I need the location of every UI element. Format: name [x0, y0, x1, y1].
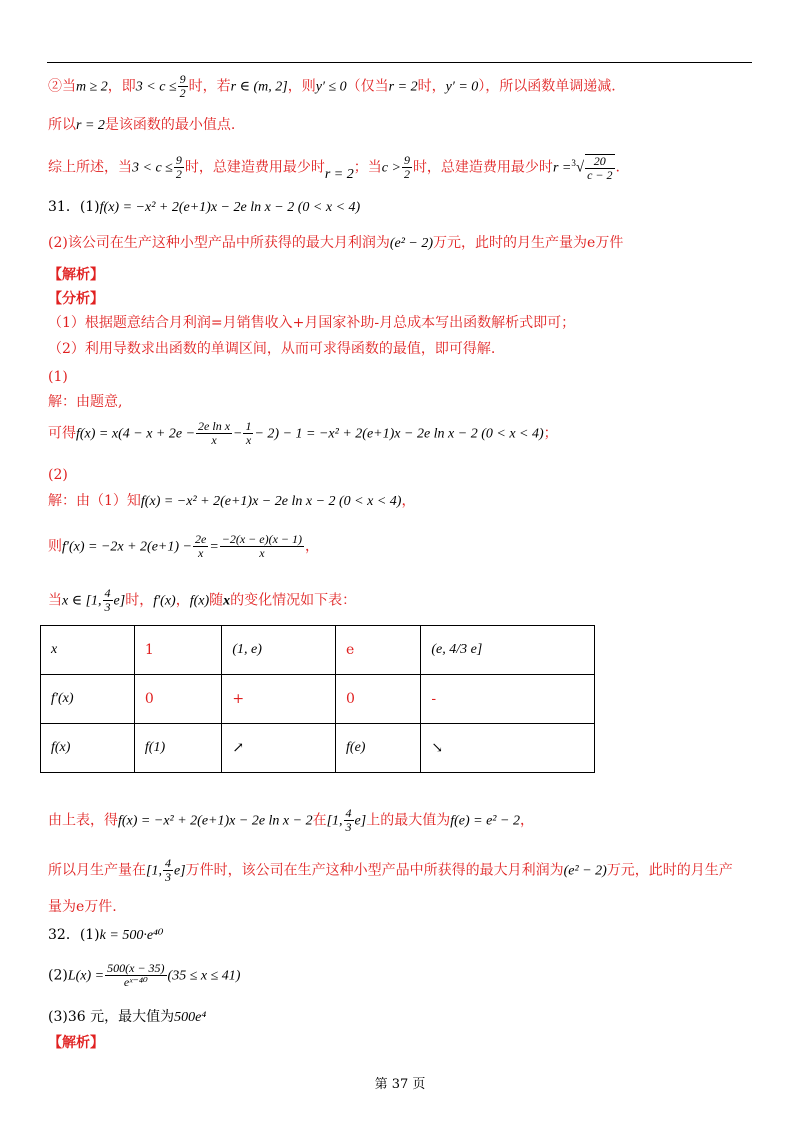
part1-label: (1) — [48, 369, 68, 385]
fraction: $\frac{9}{2}$ — [179, 72, 186, 100]
q32-part3-answer: (3)36 元，最大值为500e⁴ — [48, 1009, 207, 1025]
part1-formula: 可得f(x) = x(4 − x + 2e − $\frac{\text{2e ln x}}{x}$ − $\frac{1}{x}$ − 2) − 1 = −x² + 2(e+1)x − 2e ln x − 2 (0 < x < 4)； — [48, 419, 558, 447]
table-cell: + — [222, 675, 336, 724]
table-row — [41, 626, 595, 675]
part1-intro: 解：由题意, — [48, 394, 123, 410]
jiexi-heading: 【解析】 — [48, 267, 104, 283]
part2-label: (2) — [48, 467, 68, 483]
table-row — [41, 724, 595, 773]
table-cell: (e, 4/3 e] — [421, 626, 595, 675]
conclusion-line2: 所以月生产量在[1, $\frac{4}{3}$ e]万件时，该公司在生产这种小型产品中所获得的最大月利润为(e² − 2)万元，此时的月生产 — [48, 856, 733, 884]
case-2-line: ②当m ≥ 2，即3 < c ≤ $\frac{9}{2}$ 时，若r ∈ (m, 2]，则y′ ≤ 0（仅当r = 2时，y′ = 0），所以函数单调递减. — [48, 72, 616, 100]
table-cell: f(x) — [41, 724, 135, 773]
decreasing-arrow: ↘ — [421, 724, 595, 773]
conclusion-line1: 由上表，得f(x) = −x² + 2(e+1)x − 2e ln x − 2在[1, $\frac{4}{3}$ e]上的最大值为f(e) = e² − 2， — [48, 806, 534, 834]
table-row — [41, 675, 595, 724]
table-cell: 0 — [134, 675, 222, 724]
table-cell: e — [336, 626, 421, 675]
table-cell: 1 — [134, 626, 222, 675]
radical-sign: √ — [575, 159, 585, 176]
table-cell: (1, e) — [222, 626, 336, 675]
jiexi-heading-2: 【解析】 — [48, 1035, 104, 1051]
fenxi-heading: 【分析】 — [48, 291, 104, 307]
table-intro: 当x ∈ [1, $\frac{4}{3}$ e]时，f′(x)，f(x)随x的变化情况如下表： — [48, 586, 357, 614]
analysis-step1: （1）根据题意结合月利润=月销售收入+月国家补助-月总成本写出函数解析式即可； — [48, 315, 576, 331]
conclusion-line3: 量为e万件. — [48, 899, 117, 915]
analysis-step2: （2）利用导数求出函数的单调区间，从而可求得函数的最值，即可得解. — [48, 341, 496, 357]
table-cell: f(e) — [336, 724, 421, 773]
min-point-line: 所以r = 2是该函数的最小值点. — [48, 117, 236, 133]
table-cell: - — [421, 675, 595, 724]
q31-part2-answer: (2)该公司在生产这种小型产品中所获得的最大月利润为(e² − 2)万元，此时的月生产量为e万件 — [48, 235, 624, 251]
header-rule — [47, 62, 752, 63]
table-cell: f(1) — [134, 724, 222, 773]
table-cell: 0 — [336, 675, 421, 724]
summary-line: 综上所述，当3 < c ≤ $\frac{9}{2}$ 时，总建造费用最少时r = 2；当c > $\frac{9}{2}$ 时，总建造费用最少时r =$^3$√ $\frac{20}{c - 2}$ . — [48, 153, 620, 182]
table-cell: x — [41, 626, 135, 675]
q32-part2-answer: (2)L(x) = $\frac{500(x - 35)}{\text{eˣ⁻⁴⁰}}$ (35 ≤ x ≤ 41) — [48, 961, 241, 989]
page-number: 第 37 页 — [374, 1077, 426, 1092]
q31-part1-answer: 31．(1)f(x) = −x² + 2(e+1)x − 2e ln x − 2 (0 < x < 4) — [48, 199, 361, 215]
table-cell: f′(x) — [41, 675, 135, 724]
derivative-line: 则f′(x) = −2x + 2(e+1) − $\frac{2e}{x}$ = $\frac{-2(x - e)(x - 1)}{x}$ ， — [48, 532, 320, 560]
q32-part1-answer: 32．(1)k = 500·e⁴⁰ — [48, 927, 164, 943]
increasing-arrow: ↗ — [222, 724, 336, 773]
part2-intro: 解：由（1）知f(x) = −x² + 2(e+1)x − 2e ln x − 2 (0 < x < 4)， — [48, 493, 416, 509]
variation-table — [40, 625, 595, 773]
